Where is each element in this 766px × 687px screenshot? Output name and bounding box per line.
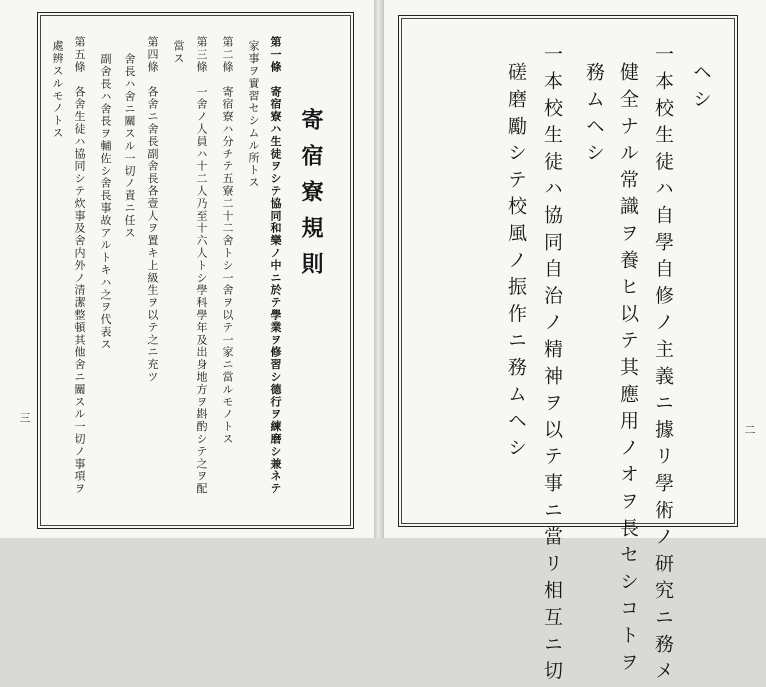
article-4-para-3: 副舍長ハ舍長ヲ輔佐シ舍長事故アルトキハ之ヲ代表ス — [99, 53, 112, 351]
right-line-3: 健全ナル常識ヲ養ヒ以テ其應用ノオヲ長セシコトヲ — [617, 62, 639, 679]
left-page — [0, 0, 374, 538]
article-1-line-2: 家事ヲ實習セシムル所トス — [247, 40, 260, 189]
article-3-line-2: 當ス — [172, 40, 185, 65]
book-gutter — [374, 0, 384, 538]
article-5-line-1: 第五條 各舍生徒ハ協同シテ炊事及舍内外ノ清潔整頓其他舍ニ關スル一切ノ事項ヲ — [73, 36, 86, 495]
right-page-border — [398, 15, 738, 527]
article-5-line-2: 處辨スルモノトス — [51, 40, 64, 140]
rules-title: 寄宿寮規則 — [298, 108, 324, 288]
article-4-para-2: 舍長ハ舍ニ關スル一切ノ責ニ任ス — [123, 53, 136, 239]
right-page — [384, 0, 766, 687]
article-4: 第四條 各舍ニ舍長副舍長各壹人ヲ置キ上級生ヲ以テ之ニ充ツ — [146, 36, 159, 384]
article-1-line-1: 第一條 寄宿寮ハ生徒ヲシテ協同和樂ノ中ニ於テ學業ヲ修習シ德行ヲ練磨シ兼ネテ — [269, 36, 282, 495]
left-page-number: 三 — [18, 412, 31, 423]
right-line-6: 磋磨勵シテ校風ノ振作ニ務ムヘシ — [505, 62, 527, 464]
right-line-1: ヘシ — [690, 62, 712, 116]
article-3-line-1: 第三條 一舍ノ人員ハ十二人乃至十六人トシ學科學年及出身地方ヲ斟酌シテ之ヲ配 — [195, 36, 208, 495]
right-line-5: 一本校生徒ハ協同自治ノ精神ヲ以テ事ニ當リ相互ニ切 — [541, 44, 563, 687]
right-page-number: 二 — [743, 424, 756, 435]
right-line-4: 務ムヘシ — [583, 62, 605, 170]
right-line-2: 一本校生徒ハ自學自修ノ主義ニ據リ學術ノ研究ニ務メ — [652, 44, 674, 687]
article-2: 第二條 寄宿寮ハ分チテ五寮二十二舍トシ一舍ヲ以テ一家ニ當ルモノトス — [221, 36, 234, 446]
